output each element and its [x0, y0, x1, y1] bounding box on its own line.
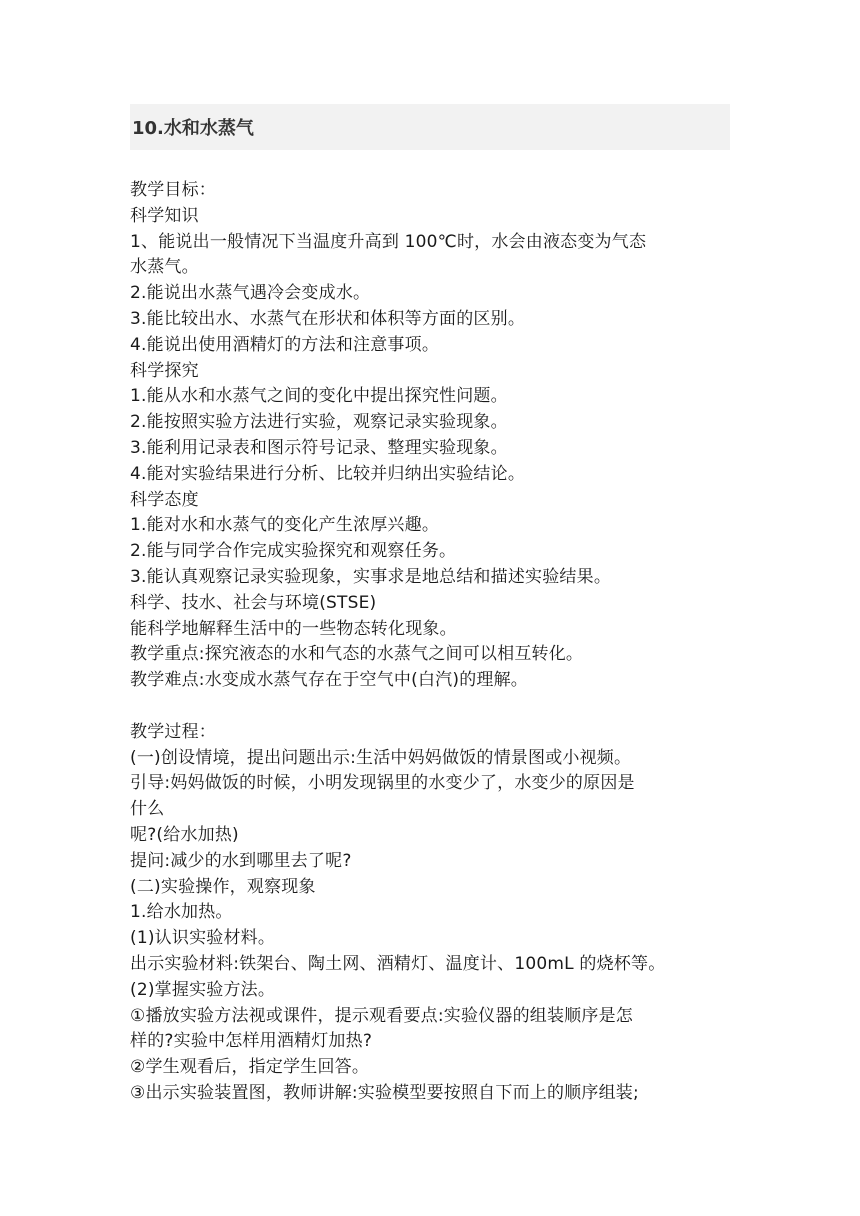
- text-line: 教学难点:水变成水蒸气存在于空气中(白汽)的理解。: [130, 670, 528, 691]
- text-line: 4.能说出使用酒精灯的方法和注意事项。: [130, 334, 440, 355]
- text-line: 2.能按照实验方法进行实验，观察记录实验现象。: [130, 412, 508, 433]
- text-line: ③出示实验装置图，教师讲解:实验模型要按照自下而上的顺序组装;: [130, 1082, 639, 1103]
- document-body: [130, 178, 730, 1107]
- text-line: 教学重点:探究液态的水和气态的水蒸气之间可以相互转化。: [130, 644, 584, 665]
- text-line: ②学生观看后，指定学生回答。: [130, 1057, 370, 1078]
- text-line: 科学态度: [130, 489, 199, 510]
- text-line: 1.能从水和水蒸气之间的变化中提出探究性问题。: [130, 386, 508, 407]
- blank-line: [130, 694, 730, 720]
- text-line: 1.给水加热。: [130, 902, 233, 923]
- text-line: 教学目标：: [130, 180, 216, 200]
- text-line: 出示实验材料:铁架台、陶土网、酒精灯、温度计、100mL 的烧杯等。: [130, 953, 666, 974]
- text-line: (一)创设情境，提出问题出示:生活中妈妈做饭的情景图或小视频。: [130, 747, 632, 768]
- text-line: 2.能与同学合作完成实验探究和观察任务。: [130, 541, 457, 562]
- document-page: [130, 104, 730, 1107]
- text-line: (2)掌握实验方法。: [130, 979, 276, 1000]
- document-title: 10.水和水蒸气: [132, 118, 254, 139]
- text-line: 科学探究: [130, 360, 199, 381]
- text-line: 3.能比较出水、水蒸气在形状和体积等方面的区别。: [130, 308, 526, 329]
- text-line: 1.能对水和水蒸气的变化产生浓厚兴趣。: [130, 515, 440, 536]
- text-line: 呢?(给水加热): [130, 824, 239, 845]
- text-line: 样的?实验中怎样用酒精灯加热?: [130, 1031, 373, 1052]
- text-line: 能科学地解释生活中的一些物态转化现象。: [130, 618, 457, 639]
- text-line: 科学知识: [130, 205, 199, 226]
- text-line: 教学过程：: [130, 721, 216, 742]
- text-line: (二)实验操作，观察现象: [130, 876, 316, 897]
- title-bar: [130, 104, 730, 150]
- text-line: 3.能认真观察记录实验现象，实事求是地总结和描述实验结果。: [130, 566, 612, 587]
- text-line: 提问:减少的水到哪里去了呢?: [130, 850, 352, 871]
- text-line: 科学、技水、社会与环境(STSE): [130, 592, 377, 613]
- text-line: 水蒸气。: [130, 257, 199, 278]
- text-line: 1、能说出一般情况下当温度升高到 100℃时，水会由液态变为气态: [130, 231, 647, 252]
- text-line: 什么: [130, 799, 165, 820]
- text-line: ①播放实验方法视或课件，提示观看要点:实验仪器的组装顺序是怎: [130, 1005, 633, 1026]
- text-line: (1)认识实验材料。: [130, 928, 276, 949]
- text-line: 4.能对实验结果进行分析、比较并归纳出实验结论。: [130, 463, 526, 484]
- text-line: 3.能利用记录表和图示符号记录、整理实验现象。: [130, 437, 508, 458]
- text-line: 引导:妈妈做饭的时候，小明发现锅里的水变少了，水变少的原因是: [130, 773, 635, 794]
- text-line: 2.能说出水蒸气遇冷会变成水。: [130, 283, 371, 304]
